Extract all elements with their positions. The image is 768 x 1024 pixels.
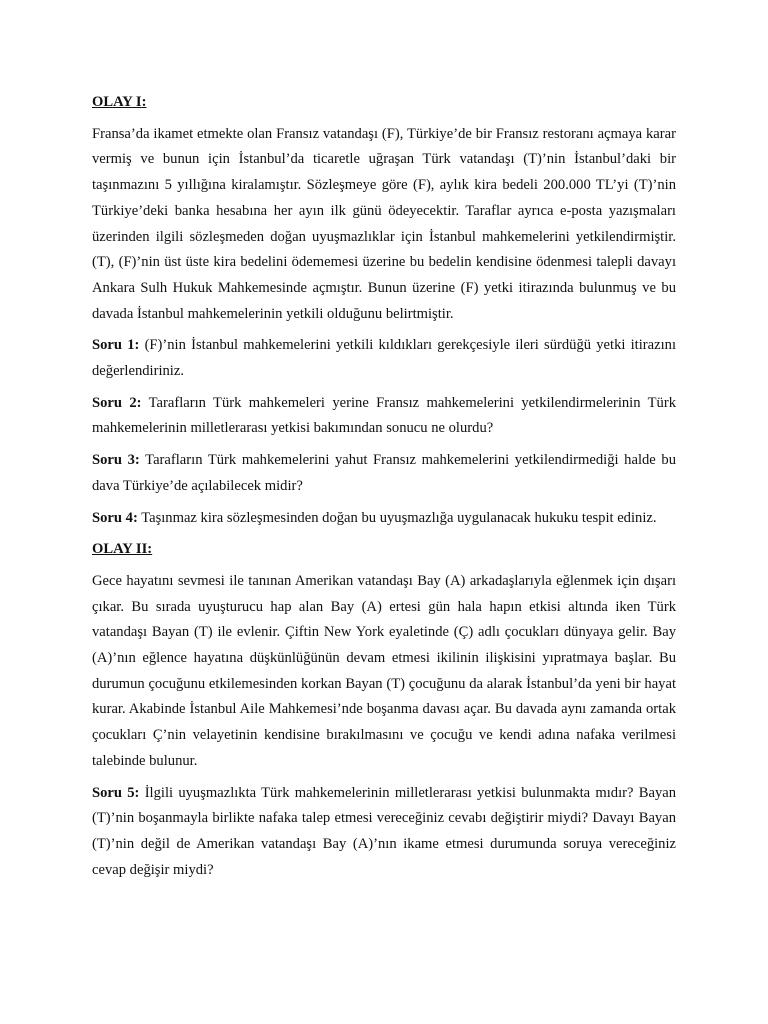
question-2-label: Soru 2: (92, 394, 142, 411)
question-5-label: Soru 5: (92, 784, 140, 801)
question-5 (92, 781, 676, 884)
olay-2-paragraph: Gece hayatını sevmesi ile tanınan Amerikan vatandaşı Bay (A) arkadaşlarıyla eğlenmek için dışarı çıkar. Bu sırada uyuşturucu hap alan Bay (A) ertesi gün hala hapın etkisi altında iken Türk vatandaşı Bayan (T) ile evlenir. Çiftin New York eyaletinde (Ç) adlı çocukları dünyaya gelir. Bay (A)’nın eğlence hayatına düşkünlüğünün devam etmesi ikilinin ilişkisini yıpratmaya başlar. Bu durumun çocuğunu etkilemesinden korkan Bayan (T) çocuğunu da alarak İstanbul’da yeni bir hayat kurar. Akabinde İstanbul Aile Mahkemesi’nde boşanma davası açar. Bu davada aynı zamanda ortak çocukları Ç’nin velayetinin kendisine bırakılmasını ve çocuğu ve kendi adına nafaka verilmesi talebinde bulunur. (92, 572, 676, 769)
question-1-text: (F)’nin İstanbul mahkemelerini yetkili kıldıkları gerekçesiyle ileri sürdüğü yetki itirazını değerlendiriniz. (92, 337, 677, 380)
olay-1-heading-title: OLAY I (92, 94, 142, 110)
question-4-text: Taşınmaz kira sözleşmesinden doğan bu uyuşmazlığa uygulanacak hukuku tespit ediniz. (141, 509, 657, 526)
question-2 (92, 391, 676, 442)
question-3-label: Soru 3: (92, 452, 140, 469)
question-3 (92, 448, 676, 499)
question-4 (92, 506, 676, 532)
olay-1-paragraph: Fransa’da ikamet etmekte olan Fransız vatandaşı (F), Türkiye’de bir Fransız restoranı açmaya karar vermiş ve bunun için İstanbul’da ticaretle uğraşan Türk vatandaşı (T)’nin İstanbul’daki bir taşınmazını 5 yıllığına kiralamıştır. Sözleşmeye göre (F), aylık kira bedeli 200.000 TL’yi (T)’nin Türkiye’deki banka hesabına her ayın ilk günü ödeyecektir. Taraflar ayrıca e-posta yazışmaları üzerinden ilgili sözleşmeden doğan uyuşmazlıklar için İstanbul mahkemelerini yetkilendirmiştir. (T), (F)’nin üst üste kira bedelini ödememesi üzerine bu bedelin kendisine ödenmesi talepli davayı Ankara Sulh Hukuk Mahkemesinde açmıştır. Bunun üzerine (F) yetki itirazında bulunmuş ve bu davada İstanbul mahkemelerinin yetkili olduğunu belirtmiştir. (92, 125, 676, 322)
olay-1-heading (92, 90, 676, 116)
question-2-text: Tarafların Türk mahkemeleri yerine Fransız mahkemelerini yetkilendirmelerinin Türk mahkemelerinin milletlerarası yetkisi bakımından sonucu ne olurdu? (92, 394, 676, 437)
question-1-label: Soru 1: (92, 337, 140, 354)
olay-2-heading: OLAY II: (92, 541, 153, 558)
olay-1-heading-colon: : (141, 94, 147, 110)
question-3-text: Tarafların Türk mahkemelerini yahut Fransız mahkemelerini yetkilendirmediği halde bu dava Türkiye’de açılabilecek midir? (92, 452, 677, 494)
question-1 (92, 333, 676, 384)
document-page (92, 90, 676, 889)
question-5-text: İlgili uyuşmazlıkta Türk mahkemelerinin milletlerarası yetkisi bulunmakta mıdır? Bayan (T)’nin boşanmayla birlikte nafaka talep etmesi vereceğiniz cevabı değiştirir miydi? Davayı Bayan (T)’nin değil de Amerikan vatandaşı Bay (A)’nın ikame etmesi durumunda soruya vereceğiniz cevap değişir miydi? (92, 784, 677, 878)
question-4-label: Soru 4: (92, 509, 138, 526)
